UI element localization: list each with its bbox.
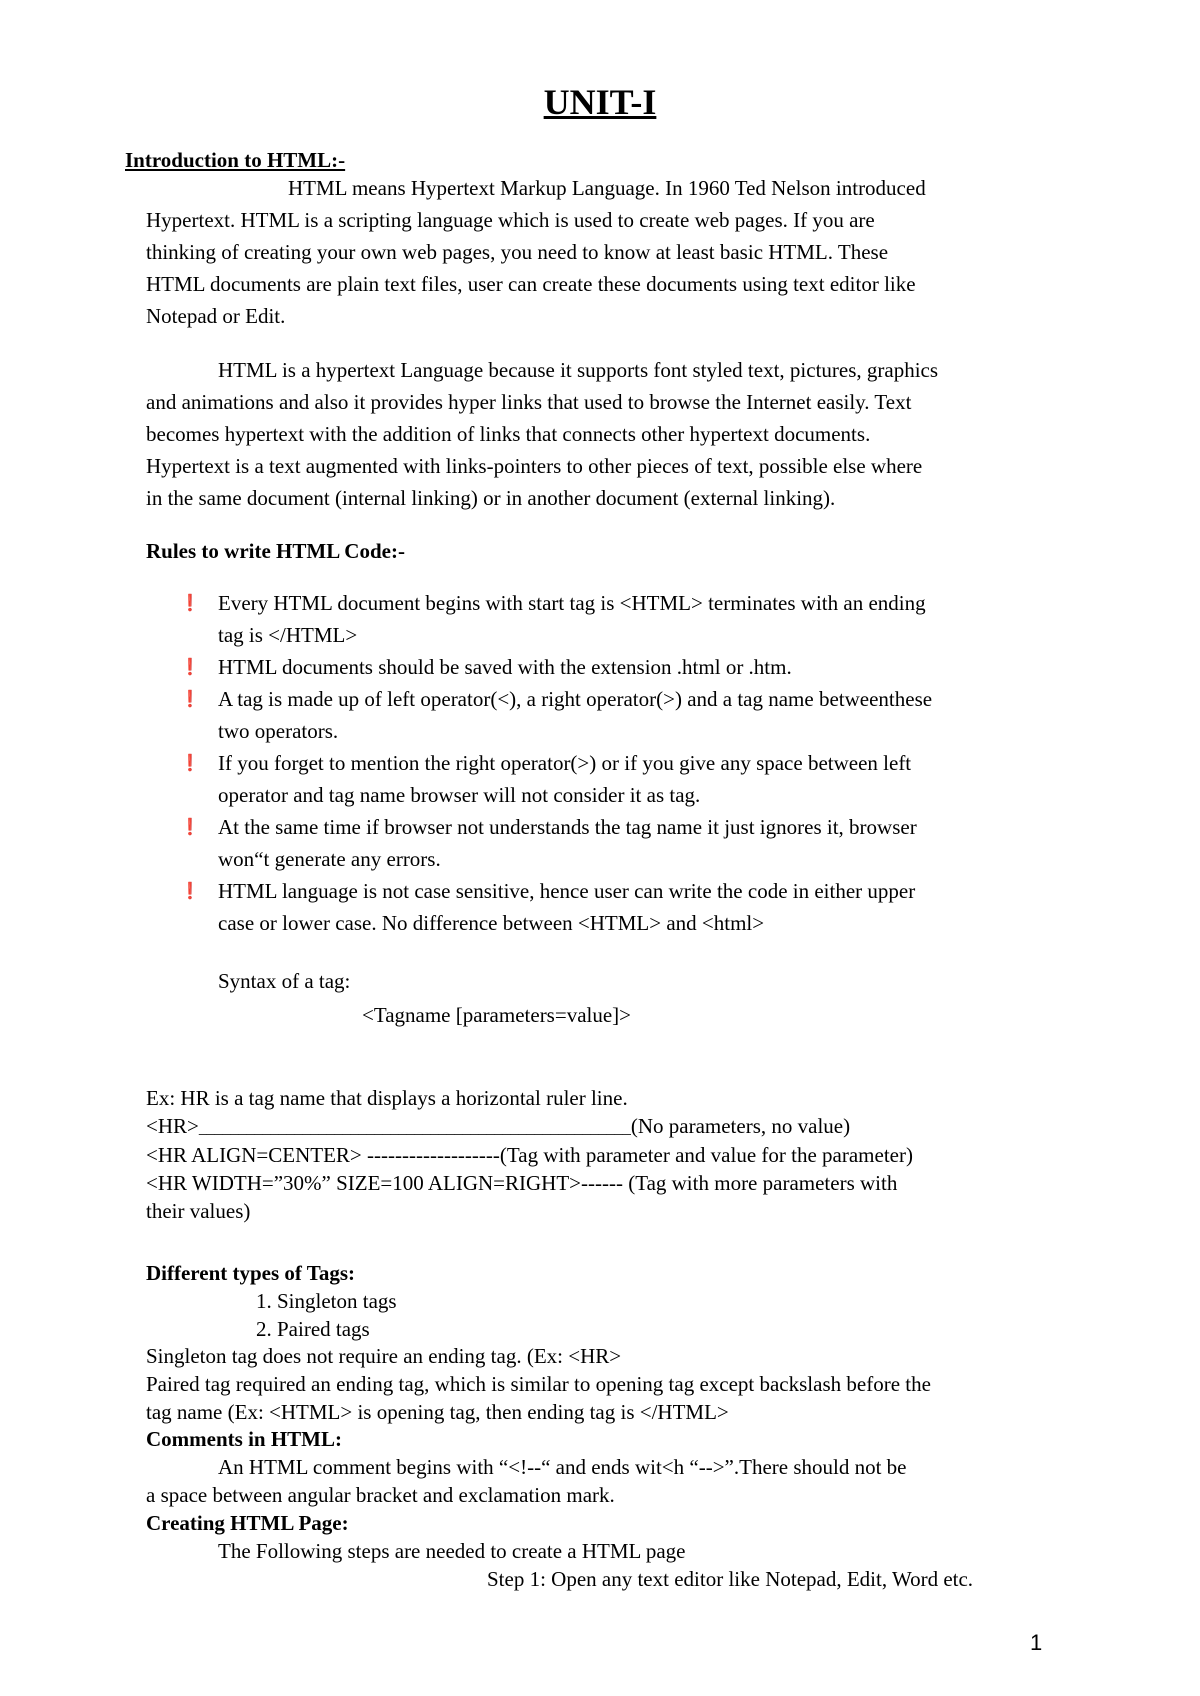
rules-heading: Rules to write HTML Code:- xyxy=(146,539,405,563)
comments-line: a space between angular bracket and exclamation mark. xyxy=(146,1483,615,1507)
rule-item-line: two operators. xyxy=(218,719,339,743)
diamond-bullet-icon: ❗ xyxy=(180,883,200,900)
diamond-bullet-icon: ❗ xyxy=(180,659,200,676)
creating-step-line: Step 1: Open any text editor like Notepad, Edit, Word etc. xyxy=(487,1567,974,1591)
tags-text-line: tag name (Ex: <HTML> is opening tag, then ending tag is </HTML> xyxy=(146,1400,729,1424)
rule-item-line: At the same time if browser not understands the tag name it just ignores it, browser xyxy=(218,815,917,839)
intro-p2-line: in the same document (internal linking) or in another document (external linking). xyxy=(146,486,836,510)
intro-p1-line: thinking of creating your own web pages, you need to know at least basic HTML. These xyxy=(146,240,889,264)
intro-heading: Introduction to HTML:- xyxy=(125,148,346,172)
example-line xyxy=(146,1116,850,1137)
syntax-value: <Tagname [parameters=value]> xyxy=(362,1003,632,1027)
rule-item-line: HTML documents should be saved with the extension .html or .htm. xyxy=(218,655,792,679)
tags-text-line: Paired tag required an ending tag, which is similar to opening tag except backslash before the xyxy=(146,1372,931,1396)
diamond-bullet-icon: ❗ xyxy=(180,691,200,708)
example-hr-note: (No parameters, no value) xyxy=(630,1114,851,1138)
intro-p2-line: and animations and also it provides hyper links that used to browse the Internet easily. Text xyxy=(146,390,912,414)
example-line: <HR WIDTH=”30%” SIZE=100 ALIGN=RIGHT>------ (Tag with more parameters with xyxy=(146,1171,898,1195)
comments-line: An HTML comment begins with “<!--“ and ends wit<h “-->”.There should not be xyxy=(218,1455,907,1479)
tags-text-line: Singleton tag does not require an ending tag. (Ex: <HR> xyxy=(146,1344,622,1368)
tags-list-item: 1. Singleton tags xyxy=(256,1289,397,1313)
rule-item-line: tag is </HTML> xyxy=(218,623,358,647)
comments-heading: Comments in HTML: xyxy=(146,1427,342,1451)
rule-item-line: HTML language is not case sensitive, hence user can write the code in either upper xyxy=(218,879,916,903)
creating-heading: Creating HTML Page: xyxy=(146,1511,349,1535)
intro-p1-line: HTML documents are plain text files, user can create these documents using text editor like xyxy=(146,272,916,296)
rule-item-line: A tag is made up of left operator(<), a right operator(>) and a tag name betweenthese xyxy=(218,687,933,711)
intro-p2-line: HTML is a hypertext Language because it supports font styled text, pictures, graphics xyxy=(218,358,939,382)
tags-list-item: 2. Paired tags xyxy=(256,1317,370,1341)
example-line: <HR ALIGN=CENTER> -------------------(Tag with parameter and value for the parameter) xyxy=(146,1143,913,1167)
example-line: Ex: HR is a tag name that displays a horizontal ruler line. xyxy=(146,1086,628,1110)
example-line: their values) xyxy=(146,1199,251,1223)
intro-p1-line: HTML means Hypertext Markup Language. In 1960 Ted Nelson introduced xyxy=(288,176,926,200)
intro-p2-line: becomes hypertext with the addition of links that connects other hypertext documents. xyxy=(146,422,871,446)
diamond-bullet-icon: ❗ xyxy=(180,819,200,836)
rule-item-line: Every HTML document begins with start tag is <HTML> terminates with an ending xyxy=(218,591,926,615)
page-title: UNIT-I xyxy=(543,82,657,122)
example-hr-rule: ______________________________________________________ xyxy=(198,1120,631,1137)
page-number: 1 xyxy=(1030,1630,1043,1655)
rule-item-line: won“t generate any errors. xyxy=(218,847,441,871)
intro-p1-line: Hypertext. HTML is a scripting language which is used to create web pages. If you are xyxy=(146,208,875,232)
rule-item-line: case or lower case. No difference between <HTML> and <html> xyxy=(218,911,765,935)
syntax-label: Syntax of a tag: xyxy=(218,969,351,993)
intro-p2-line: Hypertext is a text augmented with links-pointers to other pieces of text, possible else where xyxy=(146,454,923,478)
tags-heading: Different types of Tags: xyxy=(146,1261,356,1285)
rule-item-line: If you forget to mention the right operator(>) or if you give any space between left xyxy=(218,751,912,775)
diamond-bullet-icon: ❗ xyxy=(180,595,200,612)
intro-p1-line: Notepad or Edit. xyxy=(146,304,286,328)
example-hr-tag: <HR> xyxy=(146,1114,199,1138)
creating-line: The Following steps are needed to create a HTML page xyxy=(218,1539,686,1563)
diamond-bullet-icon: ❗ xyxy=(180,755,200,772)
rule-item-line: operator and tag name browser will not consider it as tag. xyxy=(218,783,701,807)
